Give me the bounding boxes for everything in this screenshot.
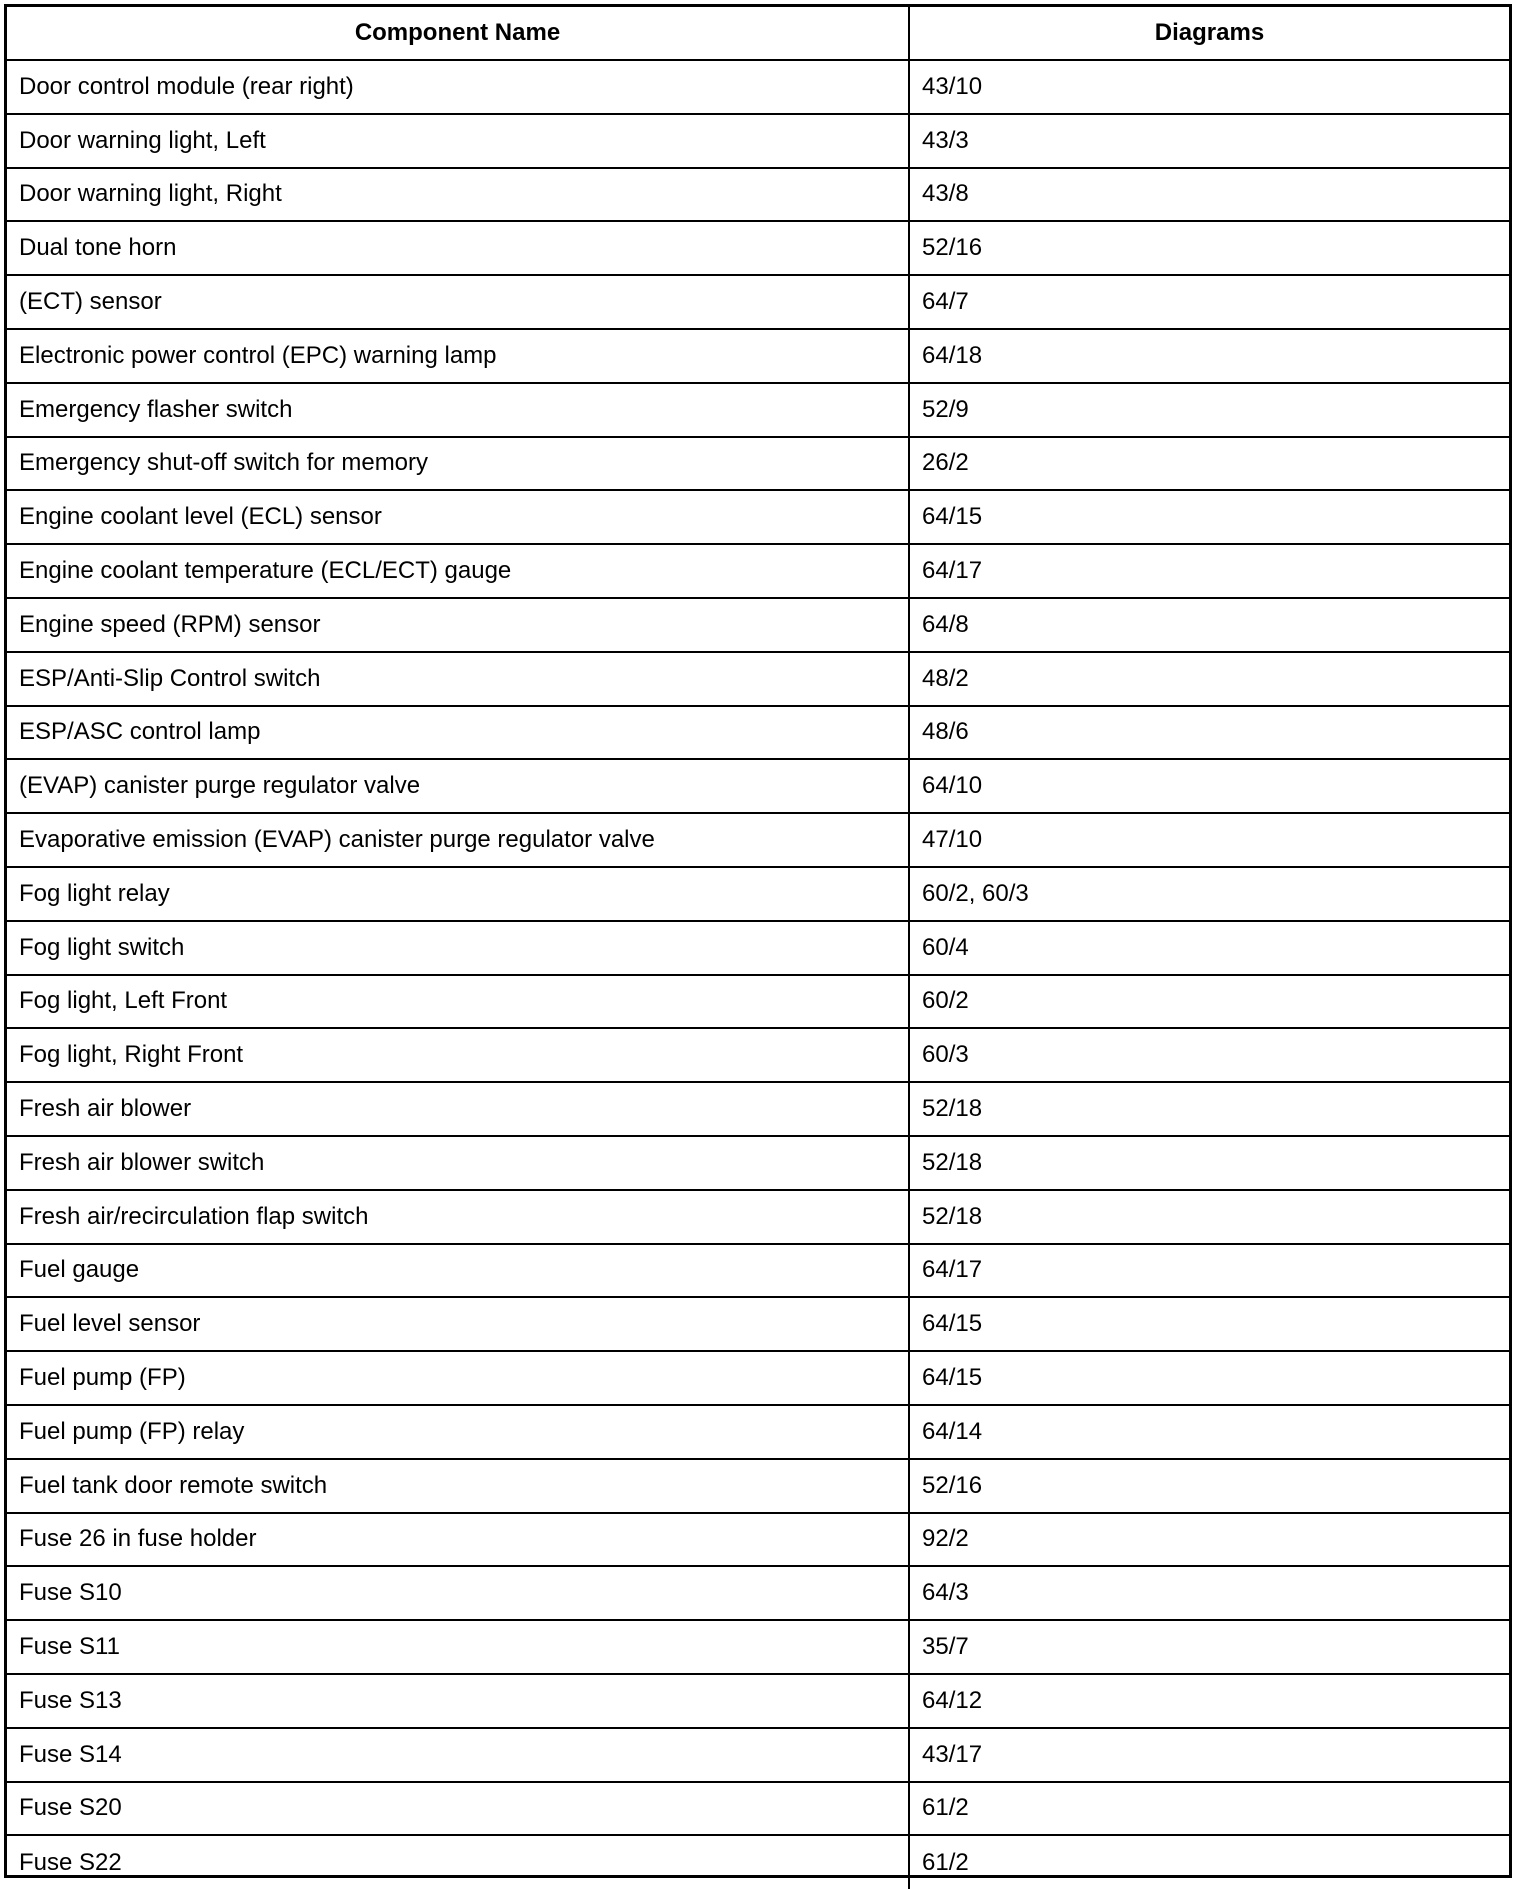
component-name-cell: Electronic power control (EPC) warning lamp — [7, 329, 909, 383]
diagrams-cell: 52/18 — [909, 1136, 1509, 1190]
diagrams-cell: 61/2 — [909, 1835, 1509, 1889]
diagrams-cell: 26/2 — [909, 437, 1509, 491]
diagrams-cell: 64/17 — [909, 544, 1509, 598]
component-name-cell: Fuse S22 — [7, 1835, 909, 1889]
diagrams-cell: 64/15 — [909, 490, 1509, 544]
column-header-diagrams: Diagrams — [909, 7, 1509, 60]
header-row — [7, 7, 1509, 60]
component-table-frame — [4, 4, 1512, 1878]
component-name-cell: Emergency flasher switch — [7, 383, 909, 437]
table-row — [7, 329, 1509, 383]
diagrams-cell: 64/17 — [909, 1244, 1509, 1298]
table-row — [7, 1405, 1509, 1459]
column-header-component: Component Name — [7, 7, 909, 60]
diagrams-cell: 43/8 — [909, 168, 1509, 222]
table-row — [7, 221, 1509, 275]
table-row — [7, 490, 1509, 544]
table-row — [7, 921, 1509, 975]
component-name-cell: Engine speed (RPM) sensor — [7, 598, 909, 652]
table-row — [7, 1136, 1509, 1190]
table-row — [7, 1620, 1509, 1674]
table-row — [7, 1459, 1509, 1513]
diagrams-cell: 64/8 — [909, 598, 1509, 652]
component-name-cell: ESP/ASC control lamp — [7, 706, 909, 760]
component-name-cell: Fog light switch — [7, 921, 909, 975]
table-row — [7, 1351, 1509, 1405]
component-name-cell: Dual tone horn — [7, 221, 909, 275]
diagrams-cell: 52/16 — [909, 221, 1509, 275]
table-header — [7, 7, 1509, 60]
table-row — [7, 383, 1509, 437]
table-row — [7, 1566, 1509, 1620]
table-row — [7, 1513, 1509, 1567]
diagrams-cell: 60/3 — [909, 1028, 1509, 1082]
diagrams-cell: 64/15 — [909, 1297, 1509, 1351]
diagrams-cell: 35/7 — [909, 1620, 1509, 1674]
component-name-cell: ESP/Anti-Slip Control switch — [7, 652, 909, 706]
component-name-cell: Fog light, Left Front — [7, 975, 909, 1029]
component-name-cell: Engine coolant temperature (ECL/ECT) gauge — [7, 544, 909, 598]
component-name-cell: Fuse S11 — [7, 1620, 909, 1674]
diagrams-cell: 64/15 — [909, 1351, 1509, 1405]
component-name-cell: Door warning light, Left — [7, 114, 909, 168]
table-row — [7, 652, 1509, 706]
diagrams-cell: 61/2 — [909, 1782, 1509, 1836]
component-diagram-table — [7, 7, 1509, 1889]
table-row — [7, 1028, 1509, 1082]
diagrams-cell: 47/10 — [909, 813, 1509, 867]
diagrams-cell: 43/17 — [909, 1728, 1509, 1782]
component-name-cell: Fuse S10 — [7, 1566, 909, 1620]
component-name-cell: Fuse S14 — [7, 1728, 909, 1782]
table-row — [7, 1674, 1509, 1728]
table-row — [7, 813, 1509, 867]
diagrams-cell: 64/12 — [909, 1674, 1509, 1728]
component-name-cell: Fuse S20 — [7, 1782, 909, 1836]
diagrams-cell: 52/18 — [909, 1190, 1509, 1244]
table-row — [7, 1782, 1509, 1836]
table-body — [7, 60, 1509, 1889]
diagrams-cell: 64/10 — [909, 759, 1509, 813]
diagrams-cell: 48/2 — [909, 652, 1509, 706]
component-name-cell: Fresh air blower switch — [7, 1136, 909, 1190]
component-name-cell: (EVAP) canister purge regulator valve — [7, 759, 909, 813]
component-name-cell: Fuel pump (FP) — [7, 1351, 909, 1405]
component-name-cell: Fuse S13 — [7, 1674, 909, 1728]
table-row — [7, 1297, 1509, 1351]
diagrams-cell: 64/18 — [909, 329, 1509, 383]
diagrams-cell: 64/3 — [909, 1566, 1509, 1620]
component-name-cell: Evaporative emission (EVAP) canister purge regulator valve — [7, 813, 909, 867]
table-row — [7, 114, 1509, 168]
table-row — [7, 975, 1509, 1029]
diagrams-cell: 52/9 — [909, 383, 1509, 437]
component-name-cell: Door warning light, Right — [7, 168, 909, 222]
diagrams-cell: 52/18 — [909, 1082, 1509, 1136]
component-name-cell: Fuel level sensor — [7, 1297, 909, 1351]
diagrams-cell: 92/2 — [909, 1513, 1509, 1567]
table-row — [7, 759, 1509, 813]
component-name-cell: Engine coolant level (ECL) sensor — [7, 490, 909, 544]
component-name-cell: Fresh air/recirculation flap switch — [7, 1190, 909, 1244]
diagrams-cell: 43/3 — [909, 114, 1509, 168]
diagrams-cell: 60/2 — [909, 975, 1509, 1029]
component-name-cell: Fuel gauge — [7, 1244, 909, 1298]
table-row — [7, 1082, 1509, 1136]
diagrams-cell: 60/4 — [909, 921, 1509, 975]
table-row — [7, 598, 1509, 652]
table-row — [7, 275, 1509, 329]
diagrams-cell: 64/14 — [909, 1405, 1509, 1459]
table-row — [7, 168, 1509, 222]
component-name-cell: Fuse 26 in fuse holder — [7, 1513, 909, 1567]
table-row — [7, 1244, 1509, 1298]
table-row — [7, 867, 1509, 921]
table-row — [7, 60, 1509, 114]
table-row — [7, 437, 1509, 491]
diagrams-cell: 43/10 — [909, 60, 1509, 114]
component-name-cell: Emergency shut-off switch for memory — [7, 437, 909, 491]
component-name-cell: Fog light, Right Front — [7, 1028, 909, 1082]
diagrams-cell: 48/6 — [909, 706, 1509, 760]
component-name-cell: Fog light relay — [7, 867, 909, 921]
component-name-cell: Door control module (rear right) — [7, 60, 909, 114]
component-name-cell: Fresh air blower — [7, 1082, 909, 1136]
component-name-cell: Fuel tank door remote switch — [7, 1459, 909, 1513]
table-row — [7, 1190, 1509, 1244]
component-name-cell: Fuel pump (FP) relay — [7, 1405, 909, 1459]
diagrams-cell: 52/16 — [909, 1459, 1509, 1513]
component-name-cell: (ECT) sensor — [7, 275, 909, 329]
table-row — [7, 544, 1509, 598]
table-row — [7, 706, 1509, 760]
table-row — [7, 1728, 1509, 1782]
table-row — [7, 1835, 1509, 1889]
diagrams-cell: 64/7 — [909, 275, 1509, 329]
diagrams-cell: 60/2, 60/3 — [909, 867, 1509, 921]
